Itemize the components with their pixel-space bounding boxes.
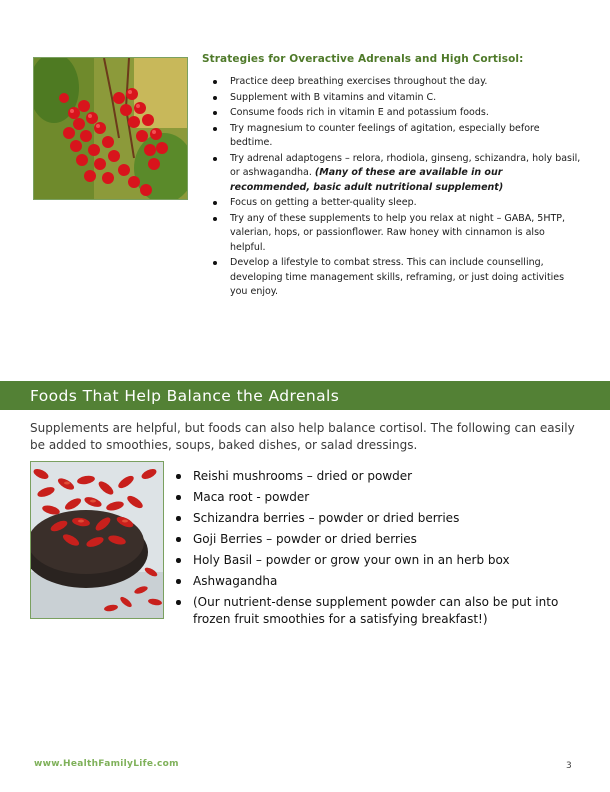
goji-berries-illustration: [31, 462, 163, 618]
list-item: Try any of these supplements to help you relax at night – GABA, 5HTP, valerian, hops, or passionflower. Raw honey with cinnamon is also helpful.: [202, 212, 582, 256]
strategies-section: [202, 53, 582, 300]
list-item: Consume foods rich in vitamin E and potassium foods.: [202, 106, 582, 121]
schizandra-berries-illustration: [34, 58, 187, 199]
list-item: Try magnesium to counter feelings of agitation, especially before bedtime.: [202, 122, 582, 151]
schizandra-berries-photo: [33, 57, 188, 200]
supplement-note: (Many of these are available in our recommended, basic adult nutritional supplement): [230, 167, 504, 193]
list-item: Schizandra berries – powder or dried berries: [175, 510, 575, 527]
strategies-heading: Strategies for Overactive Adrenals and High Cortisol:: [202, 53, 524, 65]
list-item: Holy Basil – powder or grow your own in an herb box: [175, 552, 575, 569]
foods-section-title: Foods That Help Balance the Adrenals: [30, 387, 340, 405]
foods-list: [175, 468, 575, 627]
list-item: Ashwagandha: [175, 573, 575, 590]
foods-list-section: [175, 468, 575, 632]
foods-intro-paragraph: Supplements are helpful, but foods can also help balance cortisol. The following can easily be added to smoothies, soups, baked dishes, or salad dressings.: [30, 421, 575, 452]
list-item: [202, 152, 582, 196]
list-item: Reishi mushrooms – dried or powder: [175, 468, 575, 485]
list-item: (Our nutrient-dense supplement powder can also be put into frozen fruit smoothies for a satisfying breakfast!): [175, 594, 575, 627]
adaptogens-text: Try adrenal adaptogens – relora, rhodiola, ginseng, schizandra, holy basil, or ashwagandha.: [230, 152, 581, 178]
strategies-list: [202, 75, 582, 300]
foods-section-banner: [0, 381, 610, 410]
list-item: Develop a lifestyle to combat stress. This can include counselling, developing time management skills, reframing, or just doing activities you enjoy.: [202, 256, 582, 300]
list-item: Focus on getting a better-quality sleep.: [202, 196, 582, 211]
footer-website-link[interactable]: www.HealthFamilyLife.com: [34, 759, 179, 769]
list-item: Practice deep breathing exercises throughout the day.: [202, 75, 582, 90]
list-item: Goji Berries – powder or dried berries: [175, 531, 575, 548]
list-item: Maca root - powder: [175, 489, 575, 506]
goji-berries-photo: [30, 461, 164, 619]
list-item: Supplement with B vitamins and vitamin C.: [202, 91, 582, 106]
page-number: 3: [566, 761, 572, 771]
